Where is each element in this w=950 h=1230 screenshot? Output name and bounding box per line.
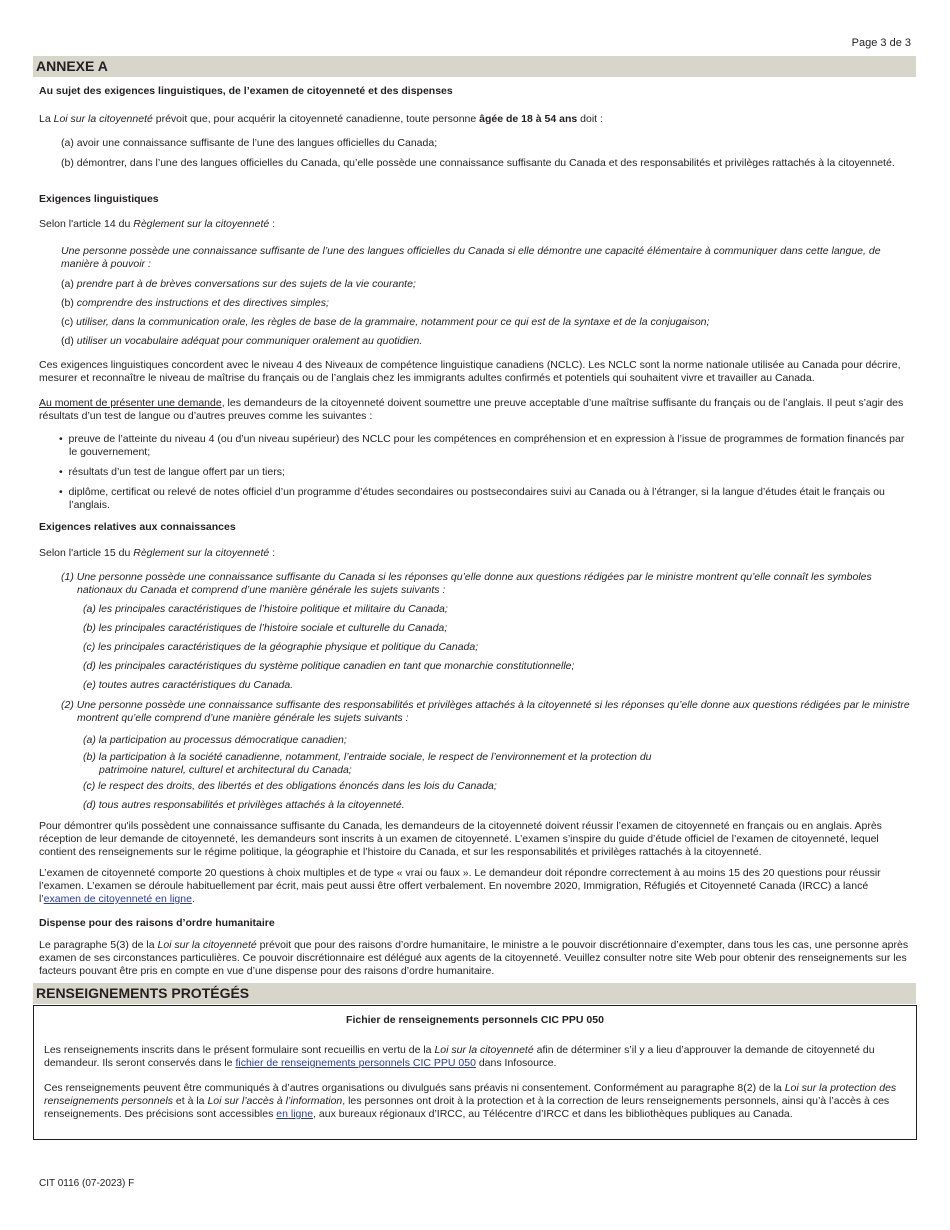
knowledge-heading: Exigences relatives aux connaissances: [39, 521, 236, 533]
page-number: Page 3 de 3: [851, 37, 911, 49]
knowledge-para-2: (2) Une personne possède une connaissance suffisante des responsabilités et privilèges attachés à la citoyenneté si les réponses qu’elle donne aux questions rédigées par le ministre montrent qu’elle comprend d’une manière générale les sujets suivants :: [61, 699, 910, 724]
proof-paragraph: Au moment de présenter une demande, les demandeurs de la citoyenneté doivent soumettre une preuve acceptable d’une maîtrise suffisante du français ou de l’anglais. Il peut s’agir des résultats d’un test de langue ou d’autres preuves comme les suivantes :: [39, 397, 904, 422]
knowledge-item: (e) toutes autres caractéristiques du Canada.: [83, 679, 294, 691]
online-link[interactable]: en ligne: [276, 1108, 314, 1120]
ppu-050-link[interactable]: fichier de renseignements personnels CIC PPU 050: [235, 1057, 476, 1069]
proof-bullet: • diplôme, certificat ou relevé de notes officiel d’un programme d’études secondaires ou postsecondaires suivi au Canada ou à l’étranger, si la langue d’études était le français ou l’anglais.: [59, 486, 885, 511]
annexe-title: ANNEXE A: [33, 56, 916, 77]
knowledge-item: (d) les principales caractéristiques du système politique canadien en tant que monarchie constitutionnelle;: [83, 660, 575, 672]
intro-paragraph: La Loi sur la citoyenneté prévoit que, pour acquérir la citoyenneté canadienne, toute personne âgée de 18 à 54 ans doit :: [39, 113, 603, 125]
linguistic-reference: Selon l'article 14 du Règlement sur la citoyenneté :: [39, 218, 276, 230]
linguistic-heading: Exigences linguistiques: [39, 193, 159, 205]
knowledge-item: (a) la participation au processus démocratique canadien;: [83, 734, 347, 746]
exam-paragraph-1: Pour démontrer qu'ils possèdent une connaissance suffisante du Canada, les demandeurs de la citoyenneté doivent réussir l’examen de citoyenneté en français ou en anglais. Après réception de leur demande de citoyenneté, les demandeurs sont inscrits à un examen de citoyenneté. L’examen s’inspire du guide d’étude officiel de l’examen de citoyenneté, lequel contient des renseignements sur le régime politique, la géographie et l’histoire du Canada, et sur les responsabilités et privilèges rattachés à la citoyenneté.: [39, 820, 882, 858]
exam-paragraph-2: L’examen de citoyenneté comporte 20 questions à choix multiples et de type « vrai ou faux ». Le demandeur doit répondre correctement à au moins 15 des 20 questions pour réussir l’examen. L’examen se déroule habituellement par écrit, mais peut aussi être offert verbalement. En novembre 2020, Immigration, Réfugiés et Citoyenneté Canada (IRCC) a lancé l’examen de citoyenneté en ligne.: [39, 867, 881, 905]
box-title: Fichier de renseignements personnels CIC PPU 050: [346, 1014, 604, 1026]
intro-item: (b) démontrer, dans l’une des langues officielles du Canada, qu’elle possède une connaissance suffisante du Canada et des responsabilités et privilèges rattachés à la citoyenneté.: [61, 157, 895, 169]
intro-item: (a) avoir une connaissance suffisante de l’une des langues officielles du Canada;: [61, 137, 438, 149]
linguistic-item: (d) utiliser un vocabulaire adéquat pour communiquer oralement au quotidien.: [61, 335, 423, 347]
protected-info-title: RENSEIGNEMENTS PROTÉGÉS: [33, 983, 916, 1004]
proof-bullet: • preuve de l’atteinte du niveau 4 (ou d’un niveau supérieur) des NCLC pour les compétences en compréhension et en expression à l’issue de programmes de formation financés par le gouvernement;: [59, 433, 905, 458]
linguistic-item: (c) utiliser, dans la communication orale, les règles de base de la grammaire, notamment pour ce qui est de la syntaxe et de la conjugaison;: [61, 316, 710, 328]
knowledge-reference: Selon l'article 15 du Règlement sur la citoyenneté :: [39, 547, 276, 559]
knowledge-item: (b) la participation à la société canadienne, notamment, l’entraide sociale, le respect de l’environnement et la protection du patrimoine naturel, culturel et architectural du Canada;: [83, 751, 652, 776]
linguistic-quote: Une personne possède une connaissance suffisante de l’une des langues officielles du Canada si elle démontre une capacité élémentaire à communiquer dans cette langue, de manière à pouvoir :: [61, 245, 881, 270]
knowledge-item: (b) les principales caractéristiques de l’histoire sociale et culturelle du Canada;: [83, 622, 448, 634]
proof-bullet: • résultats d’un test de langue offert par un tiers;: [59, 466, 285, 478]
annexe-subtitle: Au sujet des exigences linguistiques, de l’examen de citoyenneté et des dispenses: [39, 85, 453, 97]
knowledge-item: (c) les principales caractéristiques de la géographie physique et politique du Canada;: [83, 641, 479, 653]
nclc-paragraph: Ces exigences linguistiques concordent avec le niveau 4 des Niveaux de compétence linguistique canadiens (NCLC). Les NCLC sont la norme nationale utilisée au Canada pour décrire, mesurer et reconnaître le niveau de maîtrise du français ou de l’anglais chez les immigrants adultes confirmés et potentiels qui souhaitent vivre et travailler au Canada.: [39, 359, 901, 384]
humanitarian-paragraph: Le paragraphe 5(3) de la Loi sur la citoyenneté prévoit que pour des raisons d’ordre humanitaire, le ministre a le pouvoir discrétionnaire d’exempter, dans tous les cas, une personne après examen de ses circonstances particulières. Ce pouvoir discrétionnaire est délégué aux agents de la citoyenneté. Veuillez consulter notre site Web pour obtenir des renseignements sur les facteurs pouvant être pris en compte en vue d’une dispense pour des raisons d’ordre humanitaire.: [39, 939, 909, 977]
linguistic-item: (a) prendre part à de brèves conversations sur des sujets de la vie courante;: [61, 278, 416, 290]
online-exam-link[interactable]: examen de citoyenneté en ligne: [43, 893, 192, 905]
knowledge-item: (d) tous autres responsabilités et privilèges attachés à la citoyenneté.: [83, 799, 405, 811]
humanitarian-heading: Dispense pour des raisons d’ordre humanitaire: [39, 917, 275, 929]
box-paragraph-1: Les renseignements inscrits dans le présent formulaire sont recueillis en vertu de la Loi sur la citoyenneté afin de déterminer s’il y a lieu d’approuver la demande de citoyenneté du demandeur. Ils seront conservés dans le fichier de renseignements personnels CIC PPU 050 dans Infosource.: [44, 1044, 875, 1069]
knowledge-para-1: (1) Une personne possède une connaissance suffisante du Canada si les réponses qu’elle donne aux questions rédigées par le ministre montrent qu’elle connaît les symboles nationaux du Canada et comprend d’une manière générale les sujets suivants :: [61, 571, 872, 596]
protected-info-box: [33, 1005, 917, 1140]
linguistic-item: (b) comprendre des instructions et des directives simples;: [61, 297, 329, 309]
knowledge-item: (c) le respect des droits, des libertés et des obligations énoncés dans les lois du Canada;: [83, 780, 497, 792]
box-paragraph-2: Ces renseignements peuvent être communiqués à d’autres organisations ou divulgués sans préavis ni consentement. Conformément au paragraphe 8(2) de la Loi sur la protection des renseignements personnels et à la Loi sur l’accès à l’information, les personnes ont droit à la protection et à la correction de leurs renseignements personnels, ainsi qu’à l’accès à ces renseignements. Des précisions sont accessibles en ligne, aux bureaux régionaux d’IRCC, au Télécentre d’IRCC et dans les bibliothèques publiques au Canada.: [44, 1082, 897, 1120]
form-code: CIT 0116 (07-2023) F: [39, 1178, 135, 1189]
knowledge-item: (a) les principales caractéristiques de l’histoire politique et militaire du Canada;: [83, 603, 448, 615]
